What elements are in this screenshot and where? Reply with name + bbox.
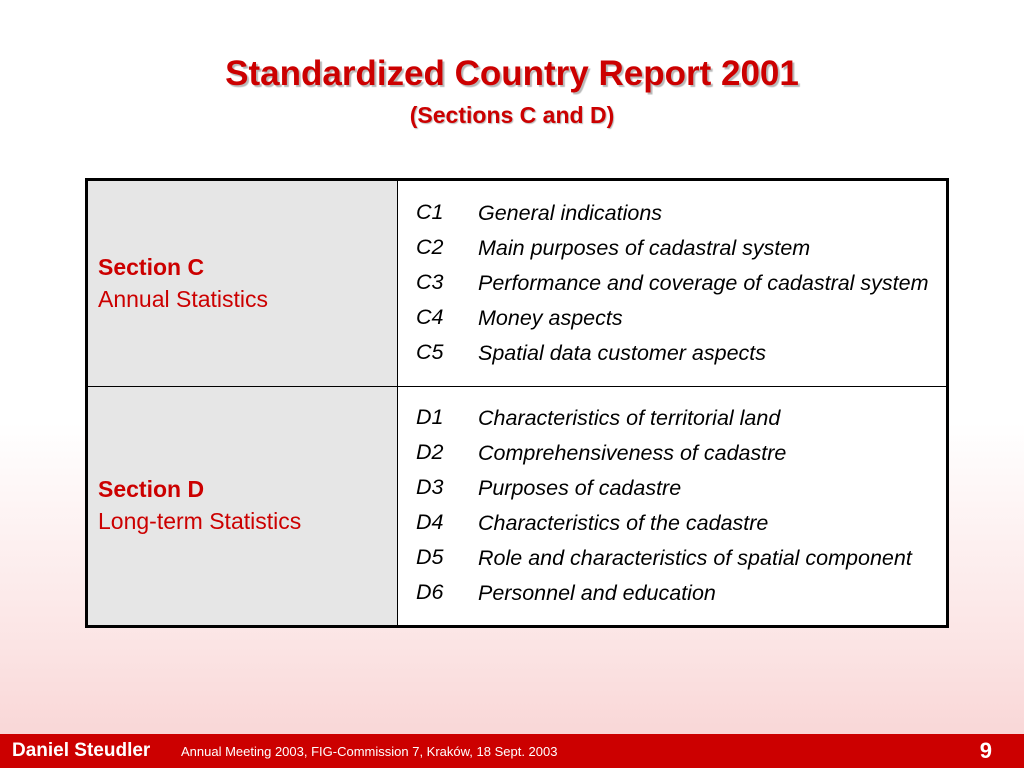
section-row-c [87, 180, 948, 387]
item-text: Performance and coverage of cadastral system [478, 271, 929, 295]
list-item [416, 578, 934, 608]
item-text: Personnel and education [478, 581, 716, 605]
section-name: Section D [98, 476, 205, 502]
item-text: Spatial data customer aspects [478, 341, 767, 365]
page-number: 9 [979, 738, 992, 763]
list-item [416, 233, 934, 263]
item-text: Characteristics of the cadastre [478, 511, 769, 535]
item-code: D5 [416, 545, 444, 569]
item-text: Main purposes of cadastral system [478, 236, 811, 260]
section-label-cell [87, 180, 398, 387]
item-code: C1 [416, 200, 444, 224]
item-code: C4 [416, 305, 444, 329]
list-item [416, 508, 934, 538]
item-code: D2 [416, 440, 444, 464]
footer-bar [0, 734, 1024, 768]
item-text: Role and characteristics of spatial component [478, 546, 912, 570]
item-text: Comprehensiveness of cadastre [478, 441, 787, 465]
section-row-d [87, 387, 948, 627]
slide-title: Standardized Country Report 2001 [225, 54, 799, 93]
section-items-cell [398, 387, 948, 627]
item-code: D3 [416, 475, 444, 499]
list-item [416, 543, 934, 573]
list-item [416, 268, 934, 298]
sections-table [85, 178, 949, 628]
list-item [416, 473, 934, 503]
list-item [416, 403, 934, 433]
section-subtitle: Annual Statistics [98, 285, 269, 312]
item-code: C5 [416, 340, 444, 364]
item-code: D6 [416, 580, 444, 604]
item-code: C2 [416, 235, 444, 259]
list-item [416, 198, 934, 228]
footer-author: Daniel Steudler [12, 740, 151, 761]
section-name: Section C [98, 253, 205, 280]
list-item [416, 303, 934, 333]
footer-meeting: Annual Meeting 2003, FIG-Commission 7, Kraków, 18 Sept. 2003 [181, 744, 558, 759]
item-text: Purposes of cadastre [478, 476, 682, 500]
item-code: C3 [416, 270, 444, 294]
item-code: D1 [416, 405, 444, 429]
list-item [416, 438, 934, 468]
item-text: General indications [478, 201, 663, 225]
list-item [416, 338, 934, 368]
item-text: Money aspects [478, 306, 623, 330]
section-items-cell [398, 180, 948, 387]
item-code: D4 [416, 510, 444, 534]
section-subtitle: Long-term Statistics [98, 508, 302, 534]
section-label-cell [87, 387, 398, 627]
item-text: Characteristics of territorial land [478, 406, 781, 430]
slide-subtitle: (Sections C and D) [409, 102, 615, 128]
